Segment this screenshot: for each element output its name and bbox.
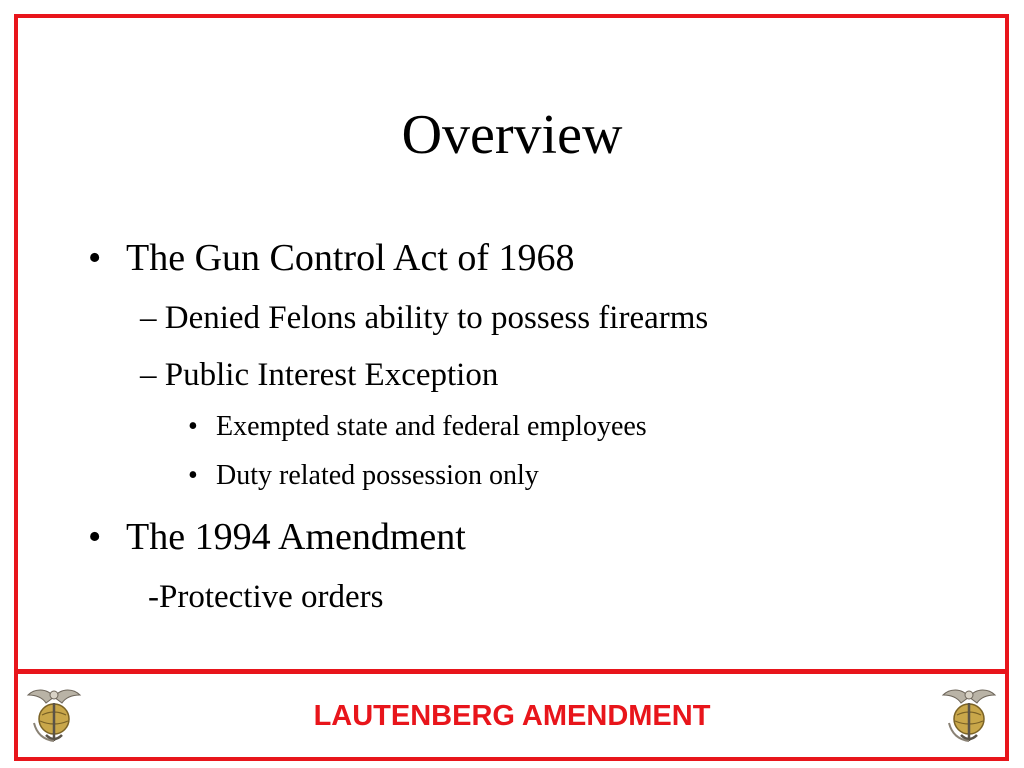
- footer-title: LAUTENBERG AMENDMENT: [313, 700, 711, 732]
- dash-marker: –: [140, 300, 165, 336]
- bullet-marker: •: [88, 237, 102, 279]
- bullet-marker: •: [88, 516, 102, 558]
- bullet-gun-control-act: [88, 235, 575, 281]
- subitem-text: Denied Felons ability to possess firearms: [164, 300, 709, 336]
- subsubitem-text: Duty related possession only: [216, 460, 539, 491]
- slide-title: Overview: [401, 104, 623, 166]
- footer-divider: [14, 669, 1009, 674]
- subsubitem-text: Exempted state and federal employees: [216, 411, 647, 442]
- note-protective-orders: -Protective orders: [148, 579, 384, 615]
- subitem-text: Public Interest Exception: [164, 357, 499, 393]
- subsubitem-duty-related: [188, 459, 539, 493]
- subitem-public-interest: [140, 355, 498, 395]
- subitem-denied-felons: [140, 298, 708, 338]
- bullet-marker: •: [188, 411, 198, 442]
- bullet-text: The 1994 Amendment: [126, 516, 466, 558]
- dash-marker: –: [140, 357, 165, 393]
- subsubitem-exempted: [188, 410, 647, 444]
- bullet-text: The Gun Control Act of 1968: [126, 237, 575, 279]
- bullet-marker: •: [188, 460, 198, 491]
- bullet-1994-amendment: [88, 514, 466, 560]
